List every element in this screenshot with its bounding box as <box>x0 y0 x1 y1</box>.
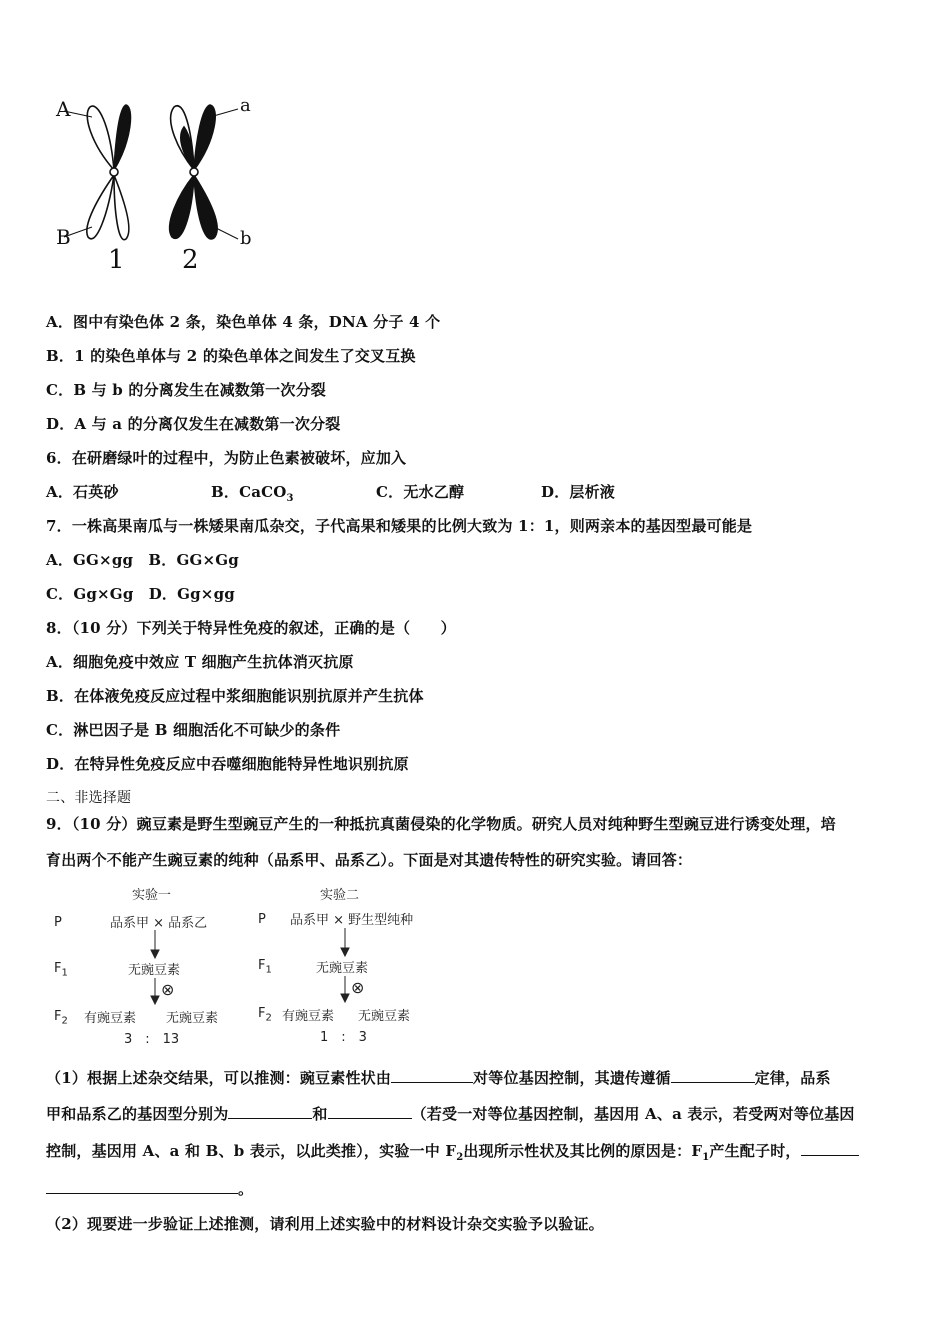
exp1-ratio: 3 : 13 <box>124 1032 180 1047</box>
q9-part1-line4: 。 <box>46 1178 253 1199</box>
q8-stem: 8．（10 分）下列关于特异性免疫的叙述，正确的是（ ） <box>46 619 456 637</box>
exp1-f2-right: 无豌豆素 <box>166 1011 219 1026</box>
q9-stem-line2: 育出两个不能产生豌豆素的纯种（品系甲、品系乙）。下面是对其遗传特性的研究实验。请回答： <box>46 851 693 869</box>
q6-option-a: A．石英砂 <box>46 483 119 501</box>
q6-option-d: D．层析液 <box>541 483 616 501</box>
chromosome-figure <box>52 95 272 280</box>
q7-options-cd: C．Gg×Gg D．Gg×gg <box>46 585 235 603</box>
q8-option-c: C．淋巴因子是 B 细胞活化不可缺少的条件 <box>46 721 341 739</box>
exp2-p-cross: 品系甲 × 野生型纯种 <box>290 913 414 928</box>
label-B: B <box>56 225 71 249</box>
q9-part1-line1: （1）根据上述杂交结果，可以推测：豌豆素性状由 对等位基因控制，其遗传遵循 定律，品系 <box>46 1069 831 1087</box>
q8-option-b: B．在体液免疫反应过程中浆细胞能识别抗原并产生抗体 <box>46 687 424 705</box>
exp1-p-label: P <box>54 915 62 930</box>
exp2-f2-left: 有豌豆素 <box>282 1009 335 1024</box>
answer-blank-5-cont[interactable] <box>46 1179 238 1194</box>
label-b: b <box>240 228 252 249</box>
answer-blank-4[interactable] <box>328 1104 412 1119</box>
answer-blank-3[interactable] <box>228 1104 312 1119</box>
q7-stem: 7．一株高果南瓜与一株矮果南瓜杂交，子代高果和矮果的比例大致为 1：1，则两亲本的基因型最可能是 <box>46 517 753 535</box>
q9-part1-line2: 甲和品系乙的基因型分别为 和 （若受一对等位基因控制，基因用 A、a 表示，若受两对等位基因 <box>46 1105 855 1123</box>
exp2-f2-right: 无豌豆素 <box>358 1009 411 1024</box>
exp1-p-cross: 品系甲 × 品系乙 <box>110 916 208 931</box>
exp2-ratio: 1 : 3 <box>320 1030 367 1045</box>
exp1-f2-label: $F_2$ <box>54 1009 68 1027</box>
exp2-f2-label: $F_2$ <box>258 1006 272 1024</box>
exp2-f1-label: $F_1$ <box>258 958 272 976</box>
q9-part2: （2）现要进一步验证上述推测，请利用上述实验中的材料设计杂交实验予以验证。 <box>46 1215 604 1233</box>
q5-option-a: A．图中有染色体 2 条，染色单体 4 条，DNA 分子 4 个 <box>46 313 441 331</box>
exp2-title: 实验二 <box>320 888 360 903</box>
q5-option-c: C．B 与 b 的分离发生在减数第一次分裂 <box>46 381 326 399</box>
label-A: A <box>56 97 71 121</box>
exp1-self-symbol: ⊗ <box>161 980 175 999</box>
exp2-self-symbol: ⊗ <box>351 978 365 997</box>
chromosome-1 <box>87 105 131 240</box>
q5-option-b: B．1 的染色单体与 2 的染色单体之间发生了交叉互换 <box>46 347 416 365</box>
q8-option-d: D．在特异性免疫反应中吞噬细胞能特异性地识别抗原 <box>46 755 409 773</box>
answer-blank-2[interactable] <box>671 1068 755 1083</box>
label-a: a <box>240 95 251 116</box>
q7-options-ab: A．GG×gg B．GG×Gg <box>46 551 239 569</box>
q6-option-c: C．无水乙醇 <box>376 483 465 501</box>
answer-blank-5[interactable] <box>801 1141 859 1156</box>
chromosome-number-2: 2 <box>182 245 199 275</box>
section-heading: 二、非选择题 <box>46 790 132 806</box>
answer-blank-1[interactable] <box>391 1068 473 1083</box>
chromosome-number-1: 1 <box>108 245 125 275</box>
q6-options <box>46 481 615 504</box>
q9-stem-line1: 9．（10 分）豌豆素是野生型豌豆产生的一种抵抗真菌侵染的化学物质。研究人员对纯种野生型豌豆进行诱变处理，培 <box>46 815 836 833</box>
exp1-f2-left: 有豌豆素 <box>84 1011 137 1026</box>
chromosome-2 <box>170 105 217 239</box>
exp1-f1: 无豌豆素 <box>128 963 181 978</box>
q9-part1-line3: 控制，基因用 A、a 和 B、b 表示，以此类推），实验一中 $F_2$出现所示性状及其比例的原因是：$F_1$产生配子时， <box>46 1140 859 1163</box>
experiment-diagram <box>50 882 450 1052</box>
exp1-f1-label: $F_1$ <box>54 961 68 979</box>
q8-option-a: A．细胞免疫中效应 T 细胞产生抗体消灭抗原 <box>46 653 354 671</box>
experiment-arrows <box>50 882 450 1052</box>
q6-option-b: B．CaCO$_3$ <box>211 483 294 504</box>
q5-option-d: D．A 与 a 的分离仅发生在减数第一次分裂 <box>46 415 341 433</box>
exp2-p-label: P <box>258 912 266 927</box>
exp1-title: 实验一 <box>132 888 172 903</box>
chromosome-drawing <box>52 95 272 280</box>
exp2-f1: 无豌豆素 <box>316 961 369 976</box>
q6-stem: 6．在研磨绿叶的过程中，为防止色素被破坏，应加入 <box>46 449 407 467</box>
